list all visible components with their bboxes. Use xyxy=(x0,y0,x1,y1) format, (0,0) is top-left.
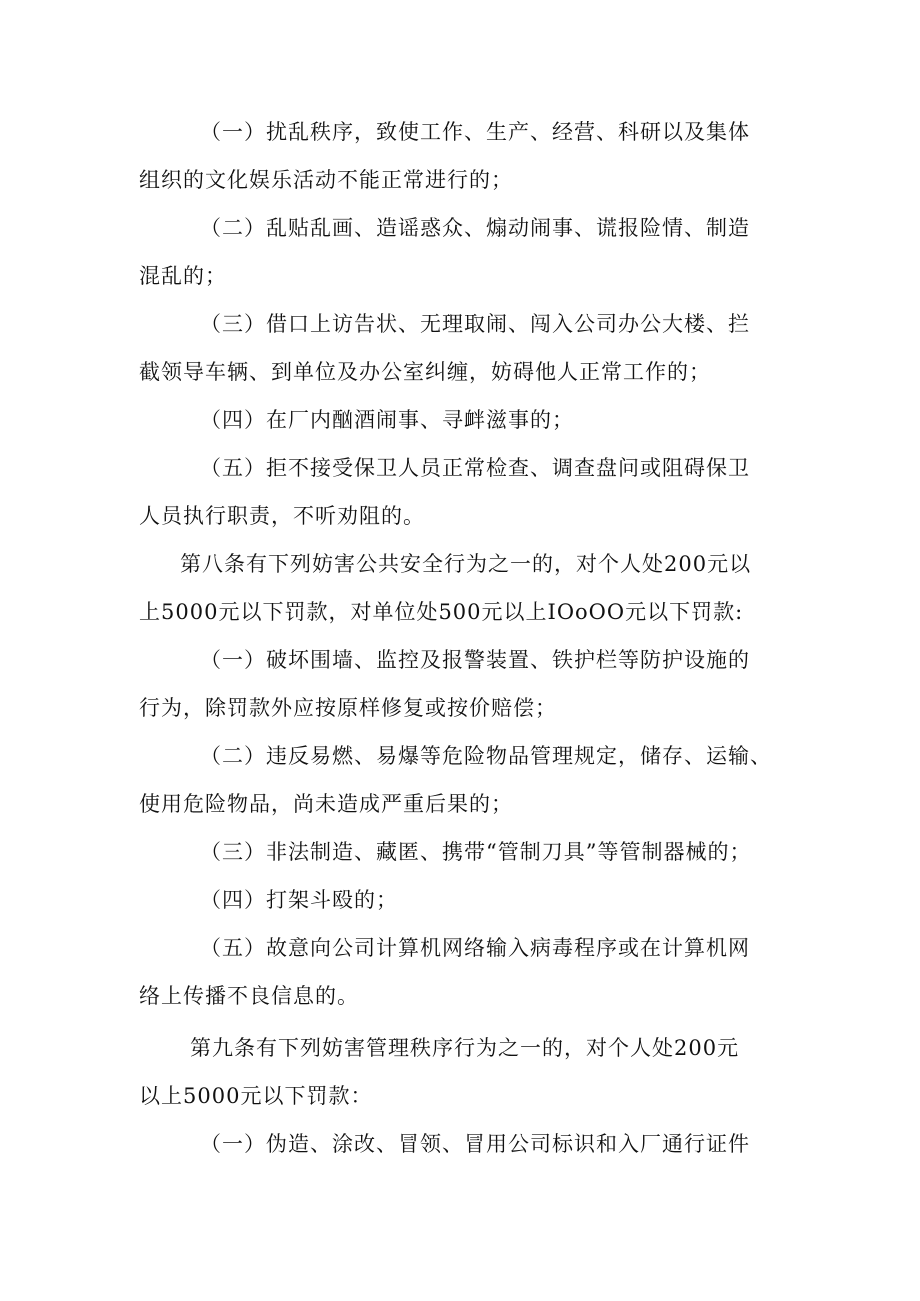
paragraph-line: 行为，除罚款外应按原样修复或按价赔偿； xyxy=(139,696,557,720)
paragraph-line: （五）拒不接受保卫人员正常检查、调查盘问或阻碍保卫 xyxy=(200,456,750,480)
paragraph-line: （三）非法制造、藏匿、携带“管制刀具”等管制器械的； xyxy=(200,840,752,864)
article-heading-9: 第九条有下列妨害管理秩序行为之一的，对个人处200元 xyxy=(190,1036,740,1060)
paragraph-line: （二）违反易燃、易爆等危险物品管理规定，储存、运输、 xyxy=(200,744,772,768)
paragraph-line: 混乱的； xyxy=(139,264,227,288)
paragraph-line: （四）在厂内酗酒闹事、寻衅滋事的； xyxy=(200,408,574,432)
paragraph-line: （一）扰乱秩序，致使工作、生产、经营、科研以及集体 xyxy=(200,120,750,144)
article-heading-8: 第八条有下列妨害公共安全行为之一的，对个人处200元以 xyxy=(180,552,752,576)
paragraph-line: （一）伪造、涂改、冒领、冒用公司标识和入厂通行证件 xyxy=(200,1132,750,1156)
paragraph-line: 上5000元以下罚款，对单位处500元以上IOoOO元以下罚款: xyxy=(139,600,744,624)
paragraph-line: （一）破坏围墙、监控及报警装置、铁护栏等防护设施的 xyxy=(200,648,750,672)
paragraph-line: （三）借口上访告状、无理取闹、闯入公司办公大楼、拦 xyxy=(200,312,750,336)
paragraph-line: 络上传播不良信息的。 xyxy=(139,984,359,1008)
paragraph-line: 组织的文化娱乐活动不能正常进行的； xyxy=(139,168,513,192)
paragraph-line: 以上5000元以下罚款： xyxy=(139,1084,373,1108)
paragraph-line: （二）乱贴乱画、造谣惑众、煽动闹事、谎报险情、制造 xyxy=(200,216,750,240)
paragraph-line: 截领导车辆、到单位及办公室纠缠，妨碍他人正常工作的； xyxy=(139,360,711,384)
paragraph-line: （五）故意向公司计算机网络输入病毒程序或在计算机网 xyxy=(200,936,750,960)
paragraph-line: 人员执行职责，不听劝阻的。 xyxy=(139,504,425,528)
paragraph-line: （四）打架斗殴的； xyxy=(200,888,398,912)
paragraph-line: 使用危险物品，尚未造成严重后果的； xyxy=(139,792,513,816)
